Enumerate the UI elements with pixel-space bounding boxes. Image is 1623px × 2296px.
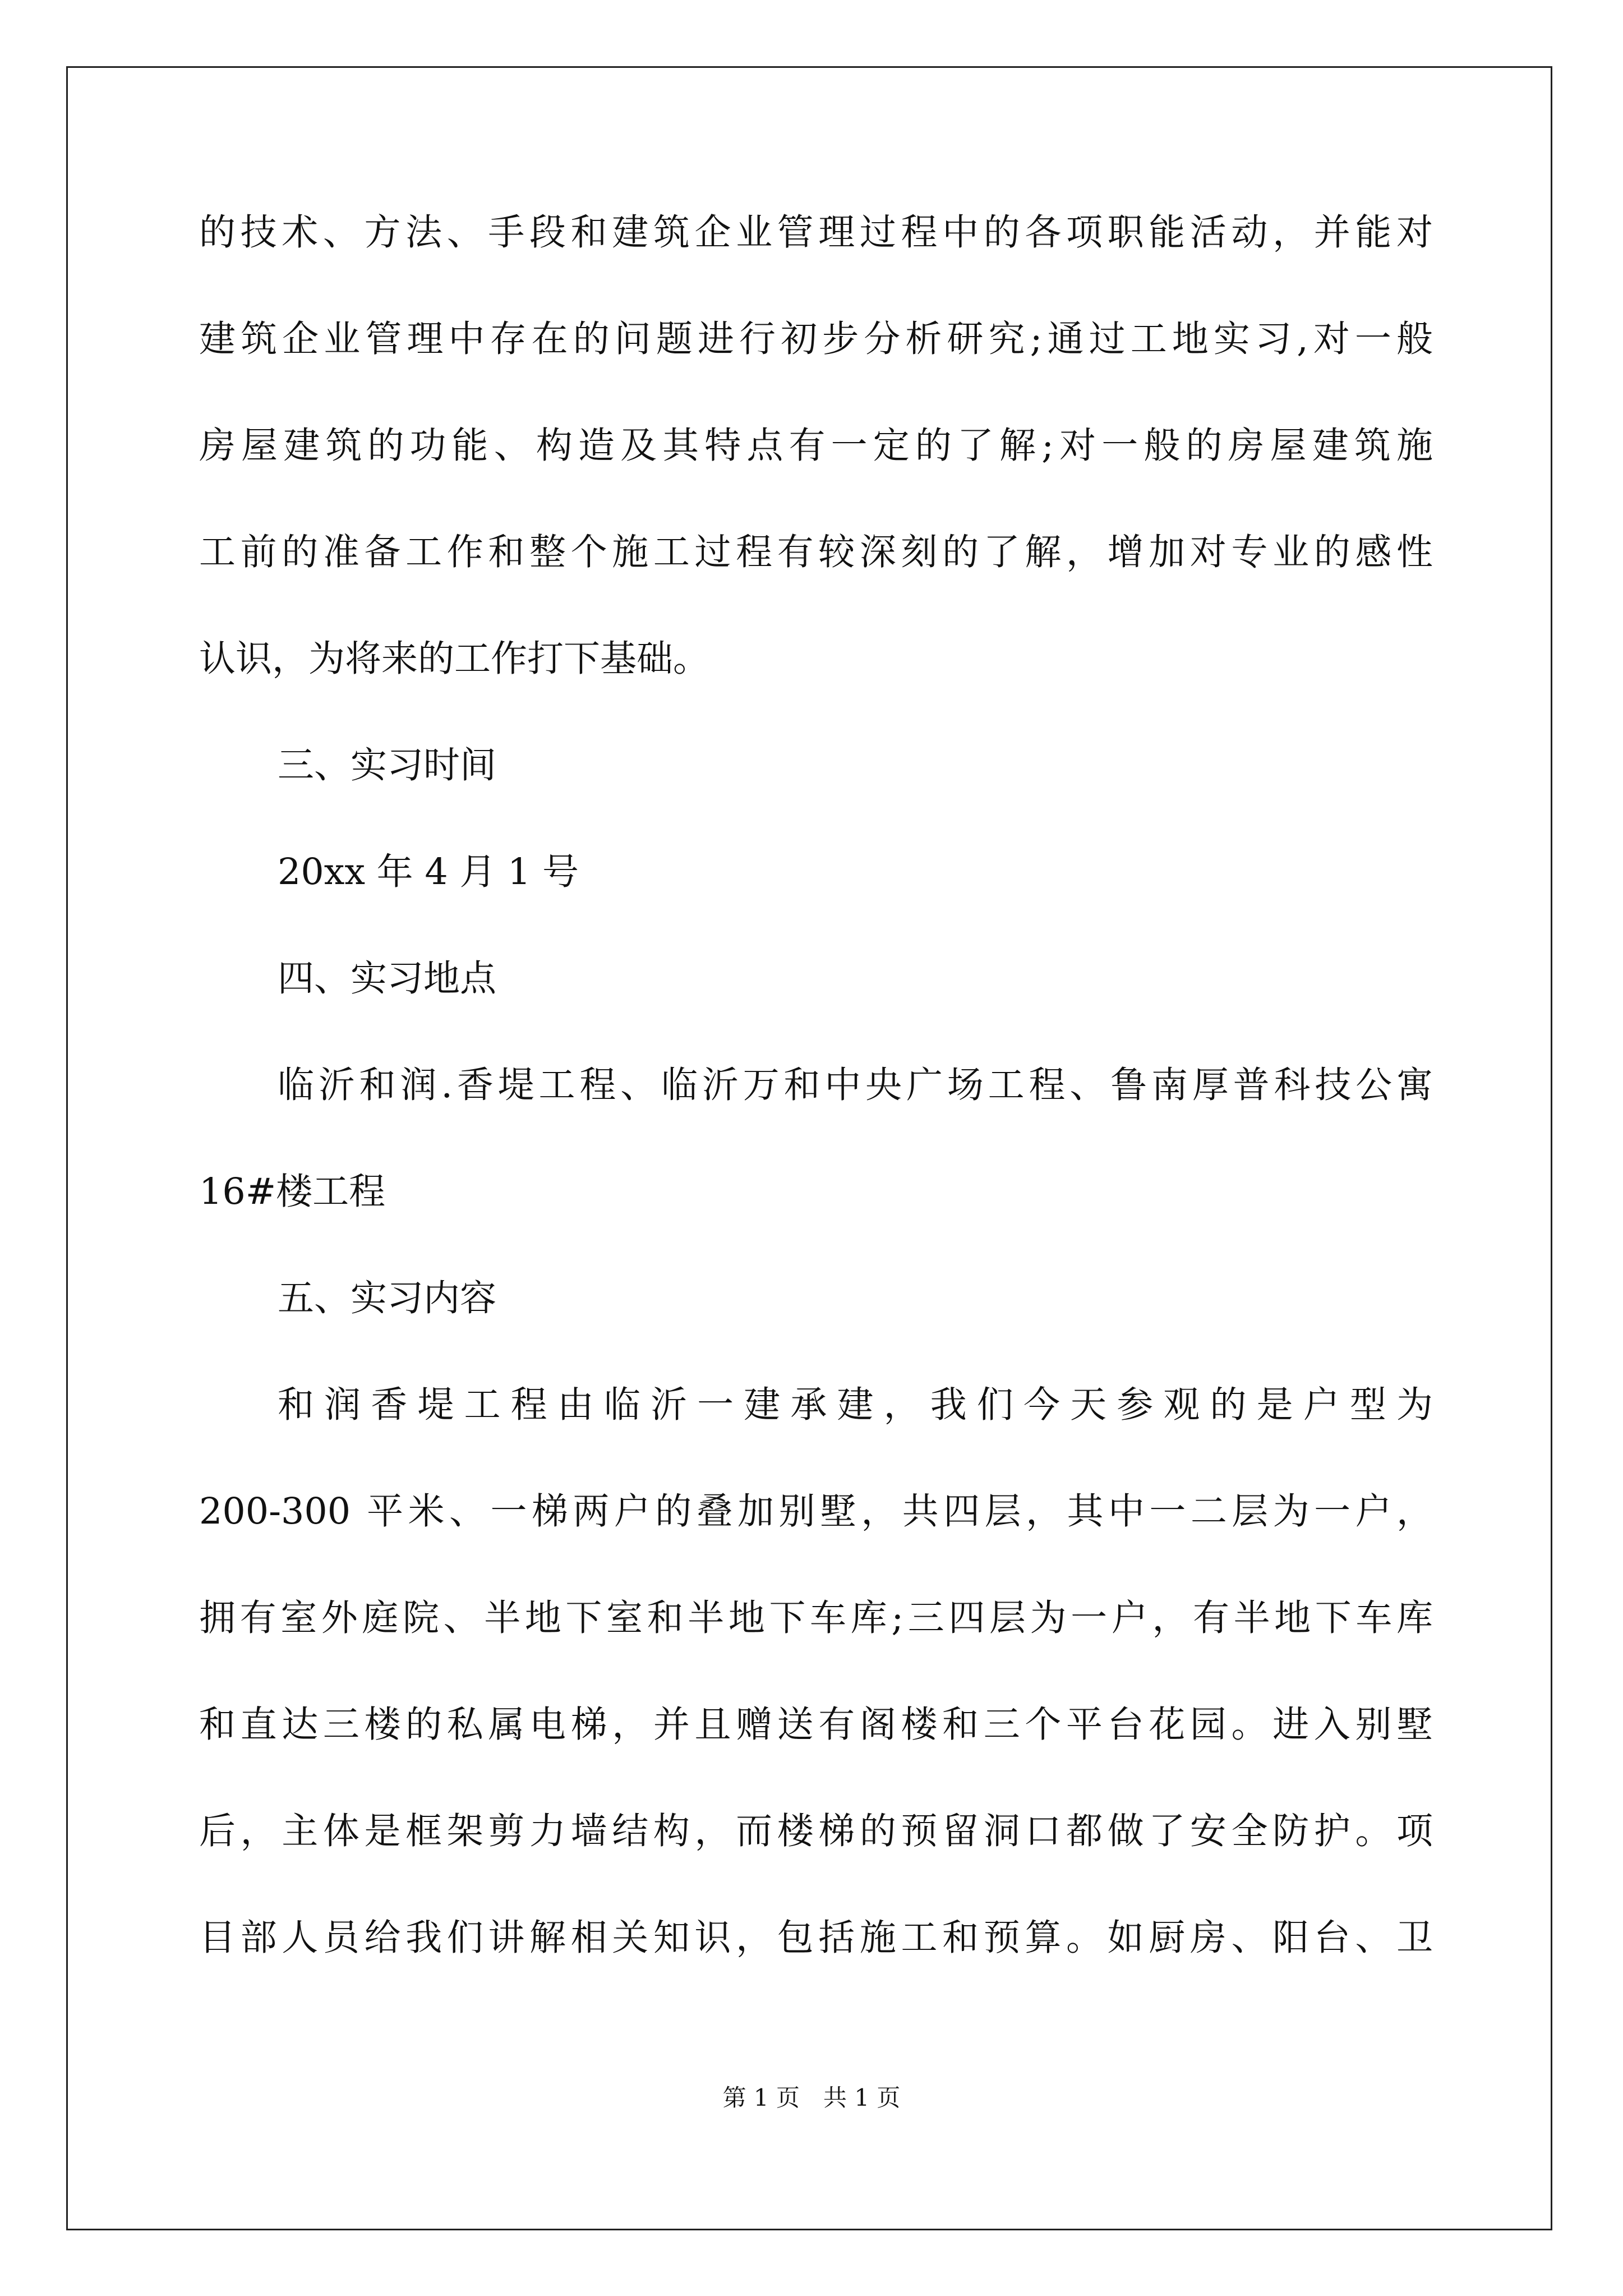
paragraph-line: 和润香堤工程由临沂一建承建，我们今天参观的是户型为 [278, 1384, 1433, 1426]
page-number-footer: 第 1 页 共 1 页 [722, 2084, 901, 2111]
paragraph-line: 建筑企业管理中存在的问题进行初步分析研究;通过工地实习,对一般 [199, 318, 1433, 360]
paragraph-line: 房屋建筑的功能、构造及其特点有一定的了解;对一般的房屋建筑施 [199, 425, 1433, 467]
paragraph-line: 和直达三楼的私属电梯，并且赠送有阁楼和三个平台花园。进入别墅 [199, 1704, 1433, 1746]
paragraph-line: 200-300 平米、一梯两户的叠加别墅，共四层，其中一二层为一户， [199, 1490, 1433, 1533]
internship-date: 20xx 年 4 月 1 号 [278, 851, 579, 893]
section-heading-location: 四、实习地点 [278, 958, 497, 1000]
paragraph-line: 的技术、方法、手段和建筑企业管理过程中的各项职能活动，并能对 [199, 211, 1433, 254]
location-line: 临沂和润.香堤工程、临沂万和中央广场工程、鲁南厚普科技公寓 [278, 1064, 1433, 1106]
paragraph-line: 拥有室外庭院、半地下室和半地下车库;三四层为一户，有半地下车库 [199, 1597, 1433, 1639]
location-line: 16#楼工程 [199, 1171, 386, 1213]
page-border [66, 66, 1552, 2230]
paragraph-line: 目部人员给我们讲解相关知识，包括施工和预算。如厨房、阳台、卫 [199, 1917, 1433, 1959]
paragraph-line: 认识，为将来的工作打下基础。 [199, 638, 710, 680]
paragraph-line: 工前的准备工作和整个施工过程有较深刻的了解，增加对专业的感性 [199, 531, 1433, 573]
section-heading-content: 五、实习内容 [278, 1277, 497, 1319]
paragraph-line: 后，主体是框架剪力墙结构，而楼梯的预留洞口都做了安全防护。项 [199, 1810, 1433, 1852]
section-heading-time: 三、实习时间 [278, 744, 497, 786]
